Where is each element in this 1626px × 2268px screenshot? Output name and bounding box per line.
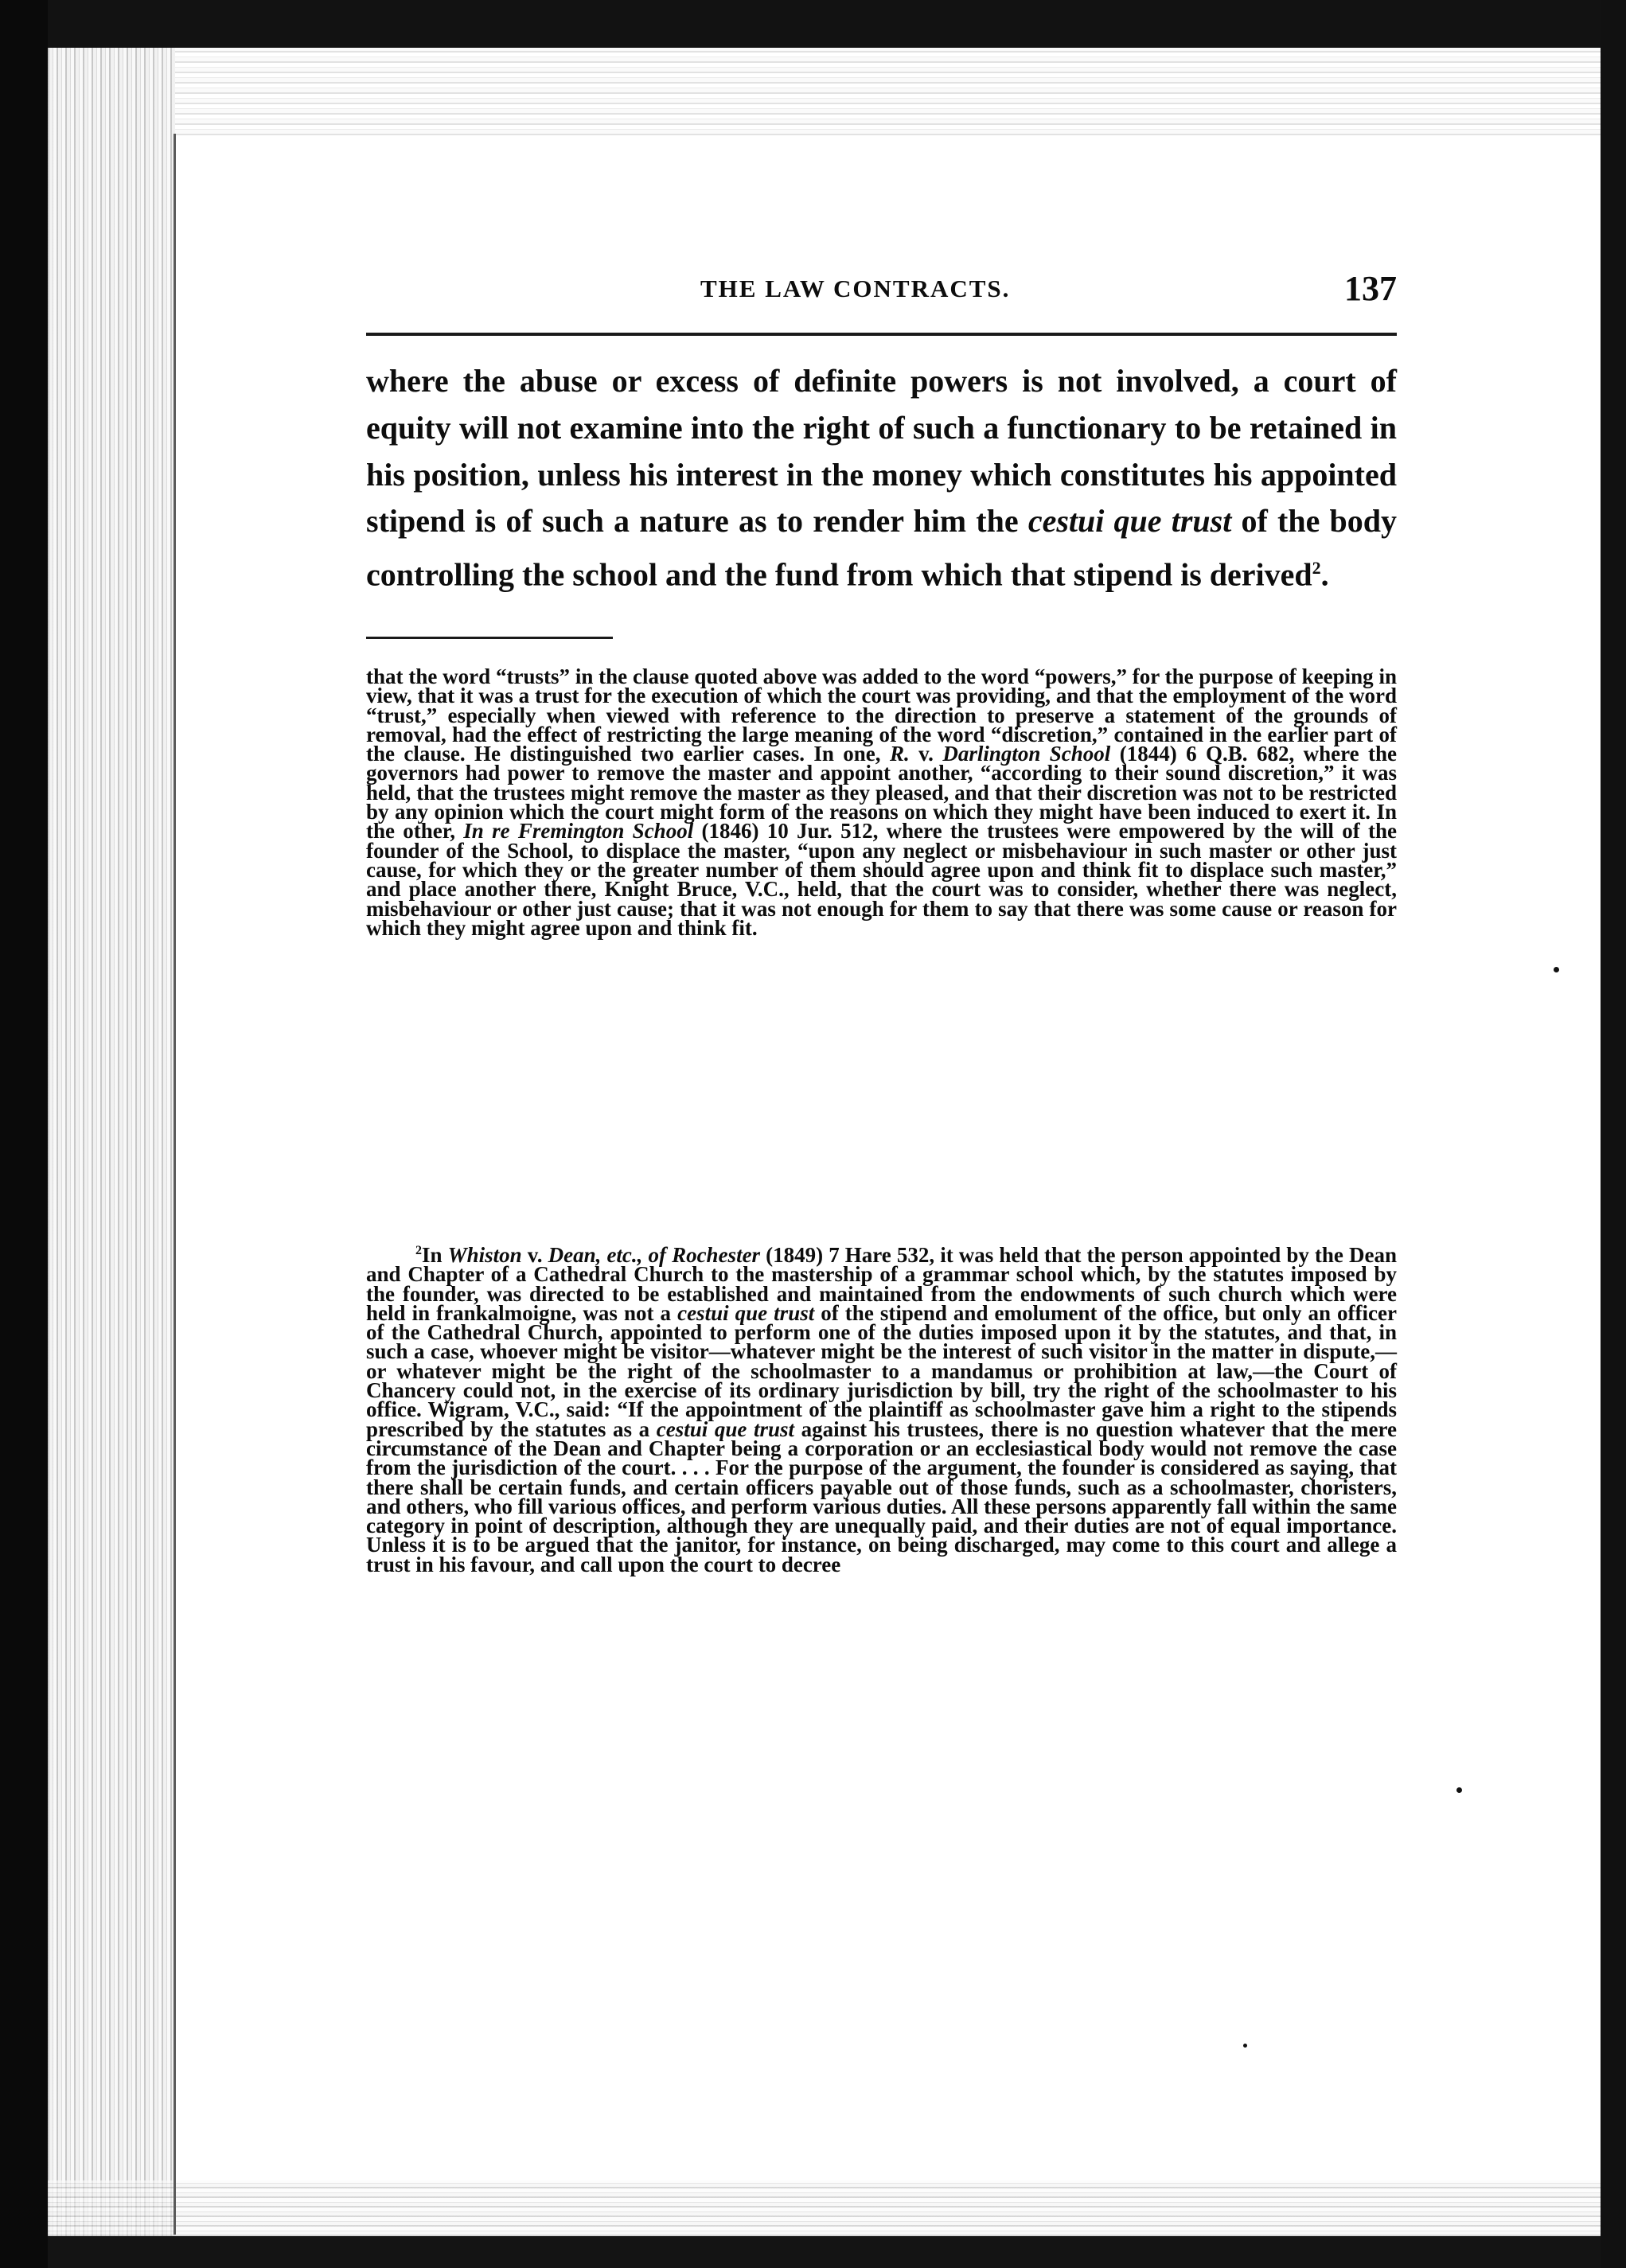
- footnote-continued: [366, 664, 1398, 940]
- fn1-text-v: v.: [909, 742, 943, 766]
- main-text-1: where the abuse or excess of definite powers is not involved, a court of equity will not examine into the right of such a functionary to be retained in his position, unless his interest in the money which constitutes his appointed stipend is of such a nature as to render him the: [366, 363, 1397, 540]
- scan-edge-top-noise: [175, 48, 1601, 135]
- main-paragraph: [366, 358, 1397, 598]
- fn2-text-4: against his trustees, there is no question whatever that the mere circumstance of the Dean and Chapter being a corporation or an ecclesiastical body would not remove the case from the jurisdiction of the court. . . . For the purpose of the argument, the founder is considered as saying, that there shall be certain funds, and certain officers payable out of those funds, such as a schoolmaster, choristers, and others, who fill various offices, and perform various duties. All these persons apparently fall within the same category in point of description, although they are unequally paid, and their duties are not of equal importance. Unless it is to be argued that the janitor, for instance, on being discharged, may come to this court and allege a trust in his favour, and call upon the court to decree: [366, 1417, 1398, 1576]
- header-rule: [366, 333, 1397, 336]
- fn2-cestui-2: cestui que trust: [656, 1417, 794, 1441]
- scan-edge-left-noise: [48, 0, 175, 2268]
- fn2-marker: 2: [415, 1244, 422, 1257]
- fn2-text-2: (1849) 7 Hare 532, it was held that the person appointed by the Dean and Chapter of a Cathedral Church to the mastership of a grammar school which, by the statutes imposed by the founder, was directed to be established and maintained from the endowments of such church which were held in frankalmoigne, was not a: [366, 1243, 1397, 1325]
- footnote-2: [366, 1241, 1397, 1574]
- scan-edge-bottom: [48, 2236, 1601, 2268]
- scan-speck: [1243, 2044, 1247, 2048]
- fn2-cestui-1: cestui que trust: [677, 1300, 815, 1325]
- fn2-text-1: In: [422, 1243, 448, 1267]
- scan-speck: [1456, 1787, 1462, 1793]
- scan-edge-right: [1601, 0, 1626, 2268]
- fn2-case-rochester: Dean, etc., of Rochester: [548, 1243, 761, 1267]
- fn1-case-darlington: Darlington School: [942, 742, 1111, 766]
- main-text-end: .: [1320, 556, 1329, 593]
- main-text-2: of the body controlling the school and the fund from which that stipend is derived: [366, 503, 1397, 593]
- scan-edge-top: [48, 0, 1601, 48]
- running-head: [366, 269, 1397, 314]
- fn1-text-1: that the word “trusts” in the clause quoted above was added to the word “powers,” for the purpose of keeping in view, that it was a trust for the execution of which the court was providing, and that the employment of the word “trust,” especially when viewed with reference to the direction to preserve a statement of the grounds of removal, had the effect of restricting the large meaning of the word “discretion,” contained in the earlier part of the clause. He distinguished two earlier cases. In one,: [366, 664, 1397, 766]
- page-number: 137: [1344, 269, 1397, 308]
- scan-edge-left: [0, 0, 48, 2268]
- fn1-case-r: R.: [889, 742, 910, 766]
- fn1-text-2: (1844) 6 Q.B. 682, where the governors had power to remove the master and appoint another, “according to their sound discretion,” it was held, that the trustees might remove the master as they pleased, and that their discretion was not to be restricted by any opinion which the court might form of the reasons on which they might have been induced to exert it. In the other,: [366, 742, 1398, 844]
- fn2-text-v: v.: [521, 1243, 548, 1267]
- scan-speck: [1554, 967, 1559, 972]
- footnote-ref: 2: [1312, 558, 1321, 579]
- main-text-italic: cestui que trust: [1027, 503, 1232, 540]
- footnote-rule: [366, 637, 613, 639]
- running-title: THE LAW CONTRACTS.: [700, 275, 1011, 302]
- fn1-text-3: (1846) 10 Jur. 512, where the trustees were empowered by the will of the founder of the School, to displace the master, “upon any neglect or misbehaviour in such master or other just cause, for which they or the greater number of them should agree upon and think fit to displace such master,” and place another there, Knight Bruce, V.C., held, that the court was to consider, whether there was neglect, misbehaviour or other just cause; that it was not enough for them to say that there was some cause or reason for which they might agree upon and think fit.: [366, 819, 1397, 940]
- fn1-case-fremington: In re Fremington School: [463, 819, 694, 844]
- fn2-case-whiston: Whiston: [447, 1243, 522, 1267]
- fn2-text-3: of the stipend and emolument of the office, but only an officer of the Cathedral Church, appointed to perform one of the duties imposed upon it by the statutes, and that, in such a case, whoever might be visitor—whatever might be the interest of such visitor in the matter in dispute,—or whatever might be the right of the schoolmaster to a mandamus or prohibition at law,—the Court of Chancery could not, in the exercise of its ordinary jurisdiction by bill, try the right of the schoolmaster to his office. Wigram, V.C., said: “If the appointment of the plaintiff as schoolmaster gave him a right to the stipends prescribed by the statutes as a: [366, 1300, 1397, 1441]
